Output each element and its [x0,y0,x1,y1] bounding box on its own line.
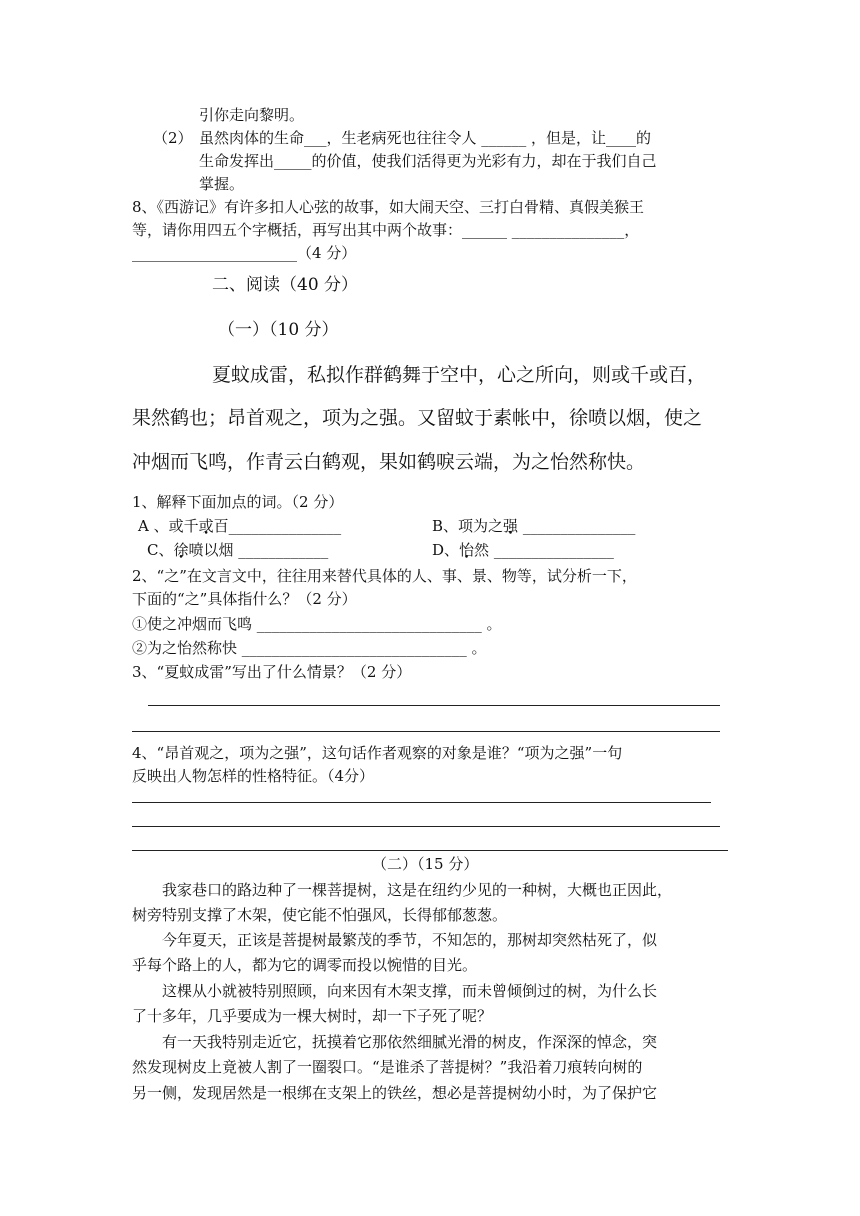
q1-option-a [138,516,341,536]
part2-line-5: 这棵从小就被特别照顾，向来因有木架支撑，而未曾倾倒过的树，为什么长 [162,982,658,1000]
part2-line-9: 另一侧，发现居然是一根绑在支架上的铁丝，想必是菩提树幼小时，为了保护它 [132,1084,658,1102]
q1-stem: 1、解释下面加点的词。（2 分） [132,493,344,511]
part2-line-8: 然发现树皮上竟被人割了一圈裂口。“是谁杀了菩提树？”我沿着刀痕转向树的 [132,1058,643,1076]
q2-item-2: ②为之怡然称快 ______________________________ 。 [132,639,487,657]
q2-line1: 2、“之”在文言文中，往往用来替代具体的人、事、景、物等，试分析一下， [132,567,637,585]
part2-line-1: 我家巷口的路边种了一棵菩提树，这是在纽约少见的一种树，大概也正因此， [162,881,673,899]
part2-line-2: 树旁特别支撑了木架，使它能不怕强风，长得郁郁葱葱。 [132,906,508,924]
q1-option-b [432,516,635,536]
passage-line-2: 果然鹤也；昂首观之，项为之强。又留蚊于素帐中，徐喷以烟，使之 [132,407,703,429]
q4-answer-line-2 [132,826,720,827]
part2-line-7: 有一天我特别走近它，抚摸着它那依然细腻光滑的树皮，作深深的悼念，突 [162,1033,658,1051]
passage-line-3: 冲烟而飞鸣，作青云白鹤观，果如鹤唳云端，为之怡然称快。 [132,451,646,473]
q3-answer-line-2 [132,731,720,732]
q4-answer-line-3 [132,850,728,851]
q1-option-d [432,540,614,560]
q7-p2-line2: 生命发挥出_____的价值，使我们活得更为光彩有力，却在于我们自己 [199,152,657,170]
option-a-suffix: 百_______________ [213,517,342,535]
option-d-dotted-char: 怡 [459,541,475,559]
q2-line2: 下面的“之”具体指什么？（2 分） [132,590,357,608]
option-a-dotted-char: 或 [198,517,214,535]
option-a-prefix: A 、或千 [138,517,199,535]
q3-stem: 3、“夏蚊成雷”写出了什么情景？（2 分） [132,663,412,681]
part2-line-4: 乎每个路上的人，都为它的调零而投以惋惜的目光。 [132,956,478,974]
q7-p2-line1: 虽然肉体的生命___，生老病死也往往令人 ______ ，但是，让____的 [199,129,652,147]
passage-line-1: 夏蚊成雷，私拟作群鹤舞于空中，心之所向，则或千或百， [212,364,707,386]
section-heading-reading: 二、阅读（40 分） [212,275,359,295]
option-c-suffix: 喷以烟 ____________ [188,541,329,559]
q4-line2: 反映出人物怎样的性格特征。（4分） [132,767,375,785]
q3-answer-line-1 [148,705,720,706]
part1-heading: （一）（10 分） [218,320,339,340]
q4-line1: 4、“昂首观之，项为之强”，这句话作者观察的对象是谁？“项为之强”一句 [132,744,623,762]
q7-line0: 引你走向黎明。 [199,106,305,124]
option-c-dotted-char: 徐 [173,541,189,559]
q7-p2-line3: 掌握。 [199,175,245,193]
q4-answer-line-1 [132,802,711,803]
q1-option-c [147,540,328,560]
option-d-suffix: 然 ________________ [474,541,614,559]
part2-line-6: 了十多年，几乎要成为一棵大树时，却一下子死了呢？ [132,1007,493,1025]
option-c-prefix: C、 [147,541,174,559]
q2-item-1: ①使之冲烟而飞鸣 ______________________________ 。 [132,615,502,633]
q8-line3: ______________________（4 分） [132,244,357,262]
part2-heading: （二）（15 分） [372,855,479,873]
option-b-suffix: _______________ [518,517,636,535]
part2-line-3: 今年夏天，正该是菩提树最繁茂的季节，不知怎的，那树却突然枯死了，似 [162,931,658,949]
option-b-prefix: B、项为之 [432,517,504,535]
option-b-dotted-char: 强 [503,517,519,535]
q7-p2-number: （2） [153,129,193,147]
option-d-prefix: D、 [432,541,460,559]
q8-line2: 等，请你用四五个字概括，再写出其中两个故事：______ _______________， [132,221,640,239]
q8-line1: 8、《西游记》有许多扣人心弦的故事，如大闹天空、三打白骨精、真假美猴王 [132,198,645,216]
